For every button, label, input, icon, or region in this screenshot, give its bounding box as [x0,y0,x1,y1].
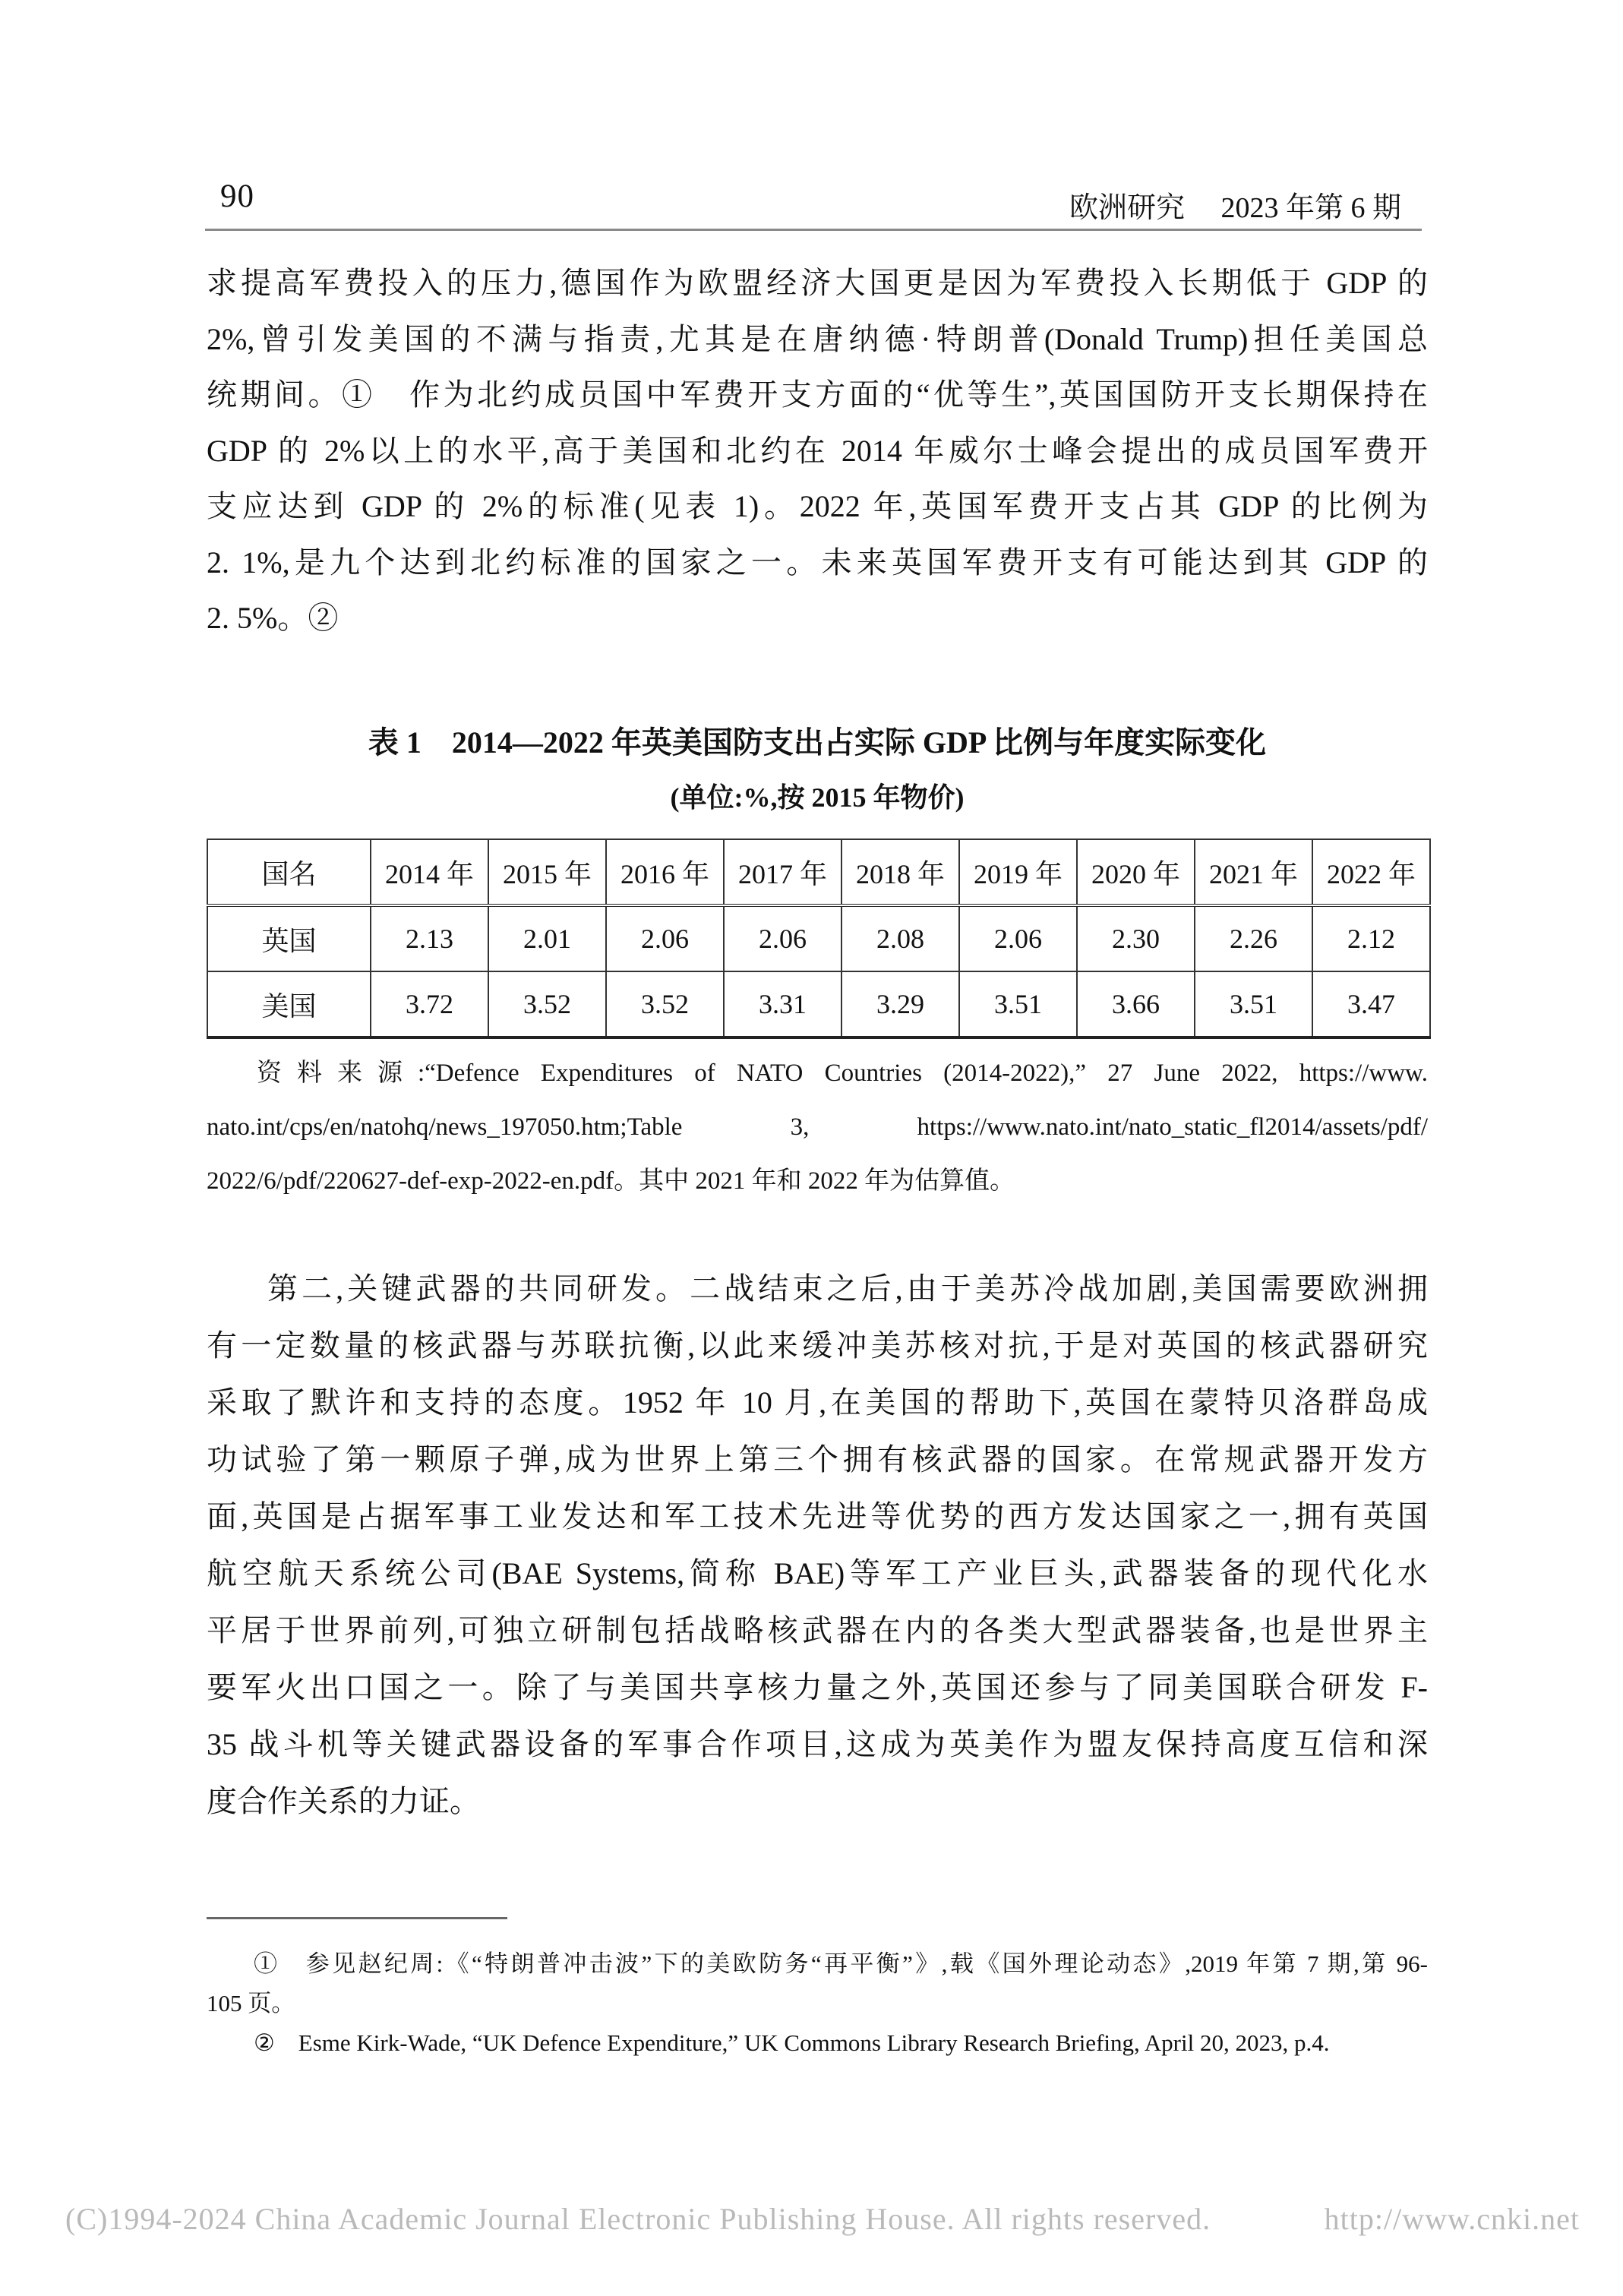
col-header-year: 2018 年 [841,839,959,905]
footnote-line: 105 页。 [207,1990,295,2017]
table-row [207,971,1430,1037]
col-header-year: 2016 年 [606,839,724,905]
value-cell: 3.52 [488,971,606,1037]
header-rule [205,229,1422,231]
text-line: 有一定数量的核武器与苏联抗衡,以此来缓冲美苏核对抗,于是对英国的核武器研究 [207,1328,1428,1363]
value-cell: 3.51 [959,971,1077,1037]
text-line: 统期间。① 作为北约成员国中军费开支方面的“优等生”,英国国防开支长期保持在 [207,377,1428,412]
value-cell: 2.13 [371,905,488,971]
value-cell: 2.12 [1312,905,1430,971]
value-cell: 3.31 [724,971,841,1037]
defense-expenditure-table [207,838,1431,1039]
col-header-year: 2021 年 [1195,839,1312,905]
value-cell: 2.30 [1077,905,1195,971]
text-line: 要军火出口国之一。除了与美国共享核力量之外,英国还参与了同美国联合研发 F- [207,1670,1428,1704]
paragraph-1 [207,255,1428,646]
value-cell: 2.06 [724,905,841,971]
footnote-line: ① 参见赵纪周:《“特朗普冲击波”下的美欧防务“再平衡”》,载《国外理论动态》,2019 年第 7 期,第 96- [254,1950,1428,1977]
value-cell: 3.51 [1195,971,1312,1037]
footnote-separator [207,1917,507,1919]
country-cell: 英国 [207,905,371,971]
footnotes [207,1944,1428,2063]
value-cell: 2.06 [959,905,1077,971]
text-line: 功试验了第一颗原子弹,成为世界上第三个拥有核武器的国家。在常规武器开发方 [207,1442,1428,1476]
value-cell: 3.29 [841,971,959,1037]
value-cell: 3.72 [371,971,488,1037]
country-cell: 美国 [207,971,371,1037]
journal-issue-header: 欧洲研究 2023 年第 6 期 [1069,192,1401,224]
text-line: 2%,曾引发美国的不满与指责,尤其是在唐纳德·特朗普(Donald Trump)担任美国总 [207,321,1428,356]
table-title: 表 1 2014—2022 年英美国防支出占实际 GDP 比例与年度实际变化 [368,725,1267,760]
text-line: 2022/6/pdf/220627-def-exp-2022-en.pdf。其中 2021 年和 2022 年为估算值。 [207,1167,1015,1195]
col-header-year: 2022 年 [1312,839,1430,905]
text-line: 2. 1%,是九个达到北约标准的国家之一。未来英国军费开支有可能达到其 GDP 的 [207,545,1428,580]
col-header-year: 2014 年 [371,839,488,905]
watermark [65,2201,1580,2237]
value-cell: 3.52 [606,971,724,1037]
text-line: 资料来源:“Defence Expenditures of NATO Countries (2014-2022),” 27 June 2022, https://www. [257,1060,1428,1087]
text-line: GDP 的 2%以上的水平,高于美国和北约在 2014 年威尔士峰会提出的成员国军费开 [207,433,1428,468]
text-line: 2. 5%。② [207,601,339,635]
text-line: 第二,关键武器的共同研发。二战结束之后,由于美苏冷战加剧,美国需要欧洲拥 [267,1271,1428,1306]
text-line: 航空航天系统公司(BAE Systems,简称 BAE)等军工产业巨头,武器装备的现代化水 [207,1556,1428,1590]
value-cell: 3.47 [1312,971,1430,1037]
table-header-row [207,839,1430,905]
text-line: 支应达到 GDP 的 2%的标准(见表 1)。2022 年,英国军费开支占其 GDP 的比例为 [207,489,1428,523]
table-subtitle: (单位:%,按 2015 年物价) [670,782,965,813]
cnki-url: http://www.cnki.net [1324,2202,1580,2236]
col-header-year: 2015 年 [488,839,606,905]
page-number: 90 [220,178,254,214]
value-cell: 2.06 [606,905,724,971]
text-line: 求提高军费投入的压力,德国作为欧盟经济大国更是因为军费投入长期低于 GDP 的 [207,266,1428,300]
text-line: nato.int/cps/en/natohq/news_197050.htm;Table 3, https://www.nato.int/nato_static_fl2014/assets/pdf/ [207,1113,1428,1141]
text-line: 35 战斗机等关键武器设备的军事合作项目,这成为英美作为盟友保持高度互信和深 [207,1727,1428,1761]
text-line: 度合作关系的力证。 [207,1784,480,1818]
value-cell: 2.01 [488,905,606,971]
col-header-year: 2020 年 [1077,839,1195,905]
footnote-line: ② Esme Kirk-Wade, “UK Defence Expenditure,” UK Commons Library Research Briefing, April 20, 2023, p.4. [254,2029,1330,2056]
value-cell: 3.66 [1077,971,1195,1037]
footnote-2 [207,2023,1428,2063]
col-header-year: 2017 年 [724,839,841,905]
paragraph-2 [207,1260,1428,1830]
source-note [207,1047,1428,1208]
col-header-year: 2019 年 [959,839,1077,905]
value-cell: 2.26 [1195,905,1312,971]
text-line: 面,英国是占据军事工业发达和军工技术先进等优势的西方发达国家之一,拥有英国 [207,1499,1428,1533]
text-line: 平居于世界前列,可独立研制包括战略核武器在内的各类大型武器装备,也是世界主 [207,1613,1428,1647]
value-cell: 2.08 [841,905,959,971]
footnote-1 [207,1944,1428,2023]
table-row [207,905,1430,971]
text-line: 采取了默许和支持的态度。1952 年 10 月,在美国的帮助下,英国在蒙特贝洛群岛成 [207,1385,1428,1420]
copyright-text: (C)1994-2024 China Academic Journal Electronic Publishing House. All rights reserved. [65,2202,1211,2236]
col-header-country: 国名 [207,839,371,905]
